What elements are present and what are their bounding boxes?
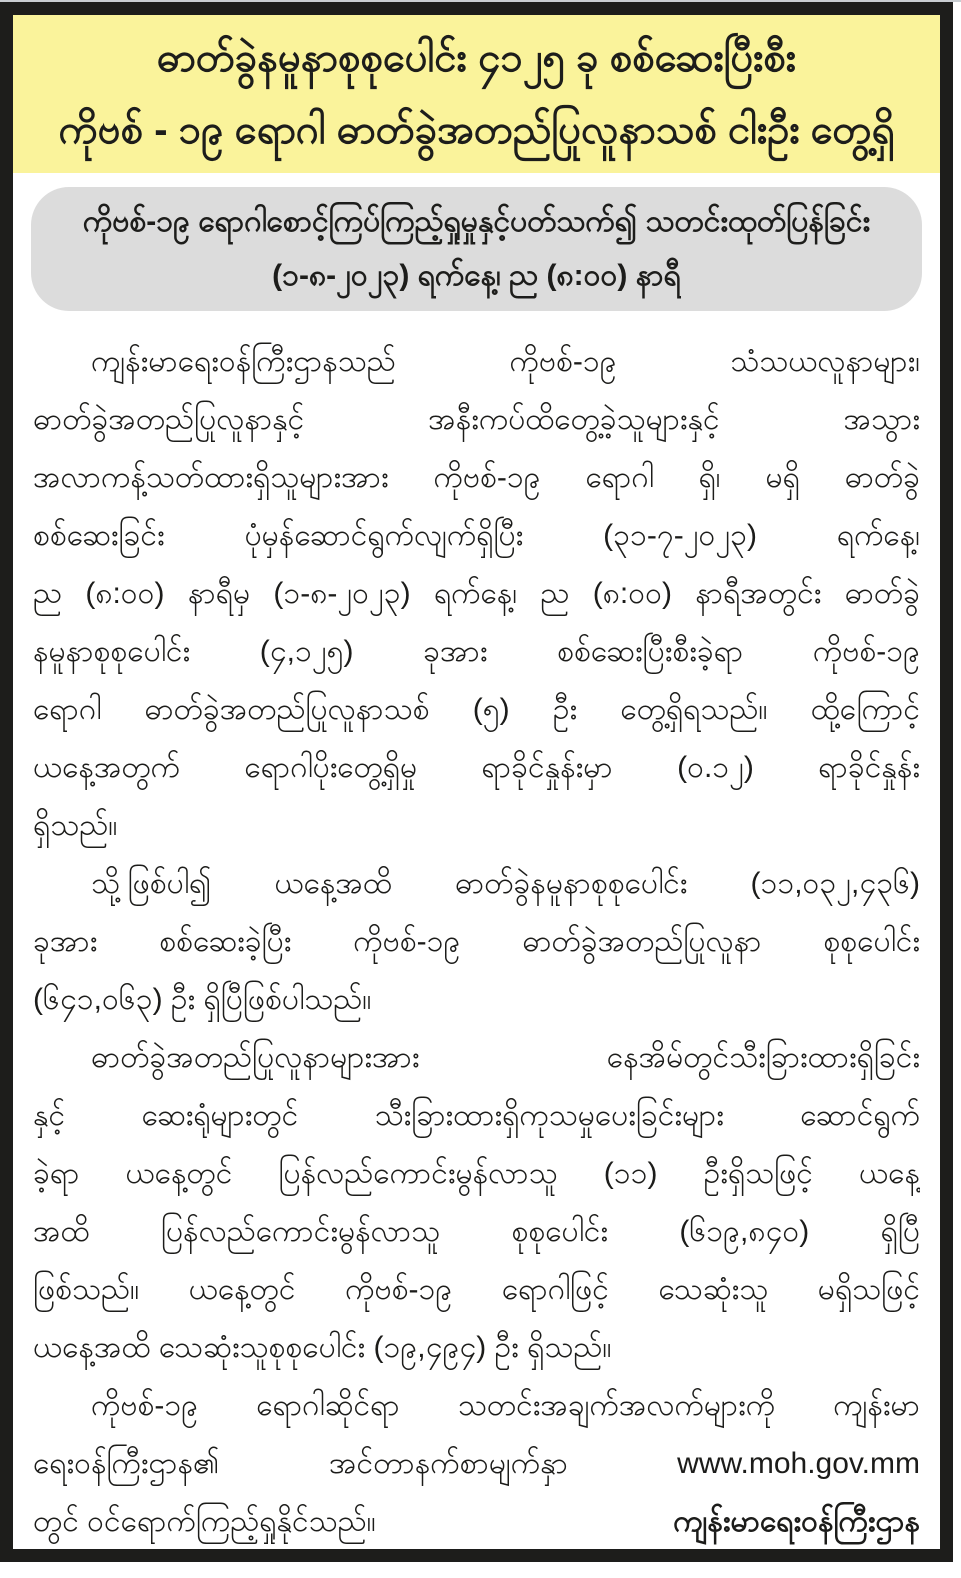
paragraph-1 (33, 333, 920, 855)
paragraph-4 (33, 1377, 920, 1551)
text-line: ကျန်းမာရေးဝန်ကြီးဌာနသည် ကိုဗစ်-၁၉ သံသယလူနာများ၊ (91, 345, 920, 378)
text-line: (၆၄၁,၀၆၃) ဦး ရှိပြီဖြစ်ပါသည်။ (33, 983, 372, 1016)
ministry-signature: ကျန်းမာရေးဝန်ကြီးဌာန (673, 1505, 920, 1538)
text-line: နမူနာစုစုပေါင်း (၄,၁၂၅) ခုအား စစ်ဆေးပြီးစီးခဲ့ရာ ကိုဗစ်-၁၉ (33, 635, 920, 668)
headline-line-1: ဓာတ်ခွဲနမူနာစုစုပေါင်း ၄၁၂၅ ခု စစ်ဆေးပြီးစီး (156, 36, 797, 80)
body-text (33, 333, 920, 1551)
text-line: ယနေ့အထိ သေဆုံးသူစုစုပေါင်း (၁၉,၄၉၄) ဦး ရှိသည်။ (33, 1331, 612, 1364)
text-line: ဓာတ်ခွဲအတည်ပြုလူနာများအား နေအိမ်တွင်သီးခြားထားရှိခြင်း (91, 1041, 920, 1074)
text-line: ကိုဗစ်-၁၉ ရောဂါဆိုင်ရာ သတင်းအချက်အလက်များကို ကျန်းမာ (91, 1389, 920, 1422)
website-line: ရေးဝန်ကြီးဌာန၏ အင်တာနက်စာမျက်နှာ www.moh.gov.mm (33, 1447, 920, 1480)
closing-row (33, 1493, 920, 1551)
notice-title-line: ကိုဗစ်-၁၉ ရောဂါစောင့်ကြပ်ကြည့်ရှုမှုနှင့်ပတ်သက်၍ သတင်းထုတ်ပြန်ခြင်း (82, 205, 871, 238)
text-line: အထိ ပြန်လည်ကောင်းမွန်လာသူ စုစုပေါင်း (၆၁၉,၈၄၀) ရှိပြီ (33, 1215, 920, 1248)
text-line: အလာကန့်သတ်ထားရှိသူများအား ကိုဗစ်-၁၉ ရောဂါ ရှိ၊ မရှိ ဓာတ်ခွဲ (33, 461, 920, 494)
text-line: ဓာတ်ခွဲအတည်ပြုလူနာနှင့် အနီးကပ်ထိတွေ့ခဲ့သူများနှင့် အသွား (33, 403, 920, 436)
text-line: နှင့် ဆေးရုံများတွင် သီးခြားထားရှိကုသမှုပေးခြင်းများ ဆောင်ရွက် (33, 1099, 920, 1132)
text-line: ရောဂါ ဓာတ်ခွဲအတည်ပြုလူနာသစ် (၅) ဦး တွေ့ရှိရသည်။ ထို့ကြောင့် (33, 693, 920, 726)
notice-date-line: (၁-၈-၂၀၂၃) ရက်နေ့၊ ည (၈:၀၀) နာရီ (272, 259, 681, 292)
text-line: ည (၈:၀၀) နာရီမှ (၁-၈-၂၀၂၃) ရက်နေ့၊ ည (၈:၀၀) နာရီအတွင်း ဓာတ်ခွဲ (33, 577, 920, 610)
text-line: စစ်ဆေးခြင်း ပုံမှန်ဆောင်ရွက်လျက်ရှိပြီး (၃၁-၇-၂၀၂၃) ရက်နေ့၊ (33, 519, 920, 552)
text-line: ဖြစ်သည်။ ယနေ့တွင် ကိုဗစ်-၁၉ ရောဂါဖြင့် သေဆုံးသူ မရှိသဖြင့် (33, 1273, 920, 1306)
text-line: သို့ဖြစ်ပါ၍ ယနေ့အထိ ဓာတ်ခွဲနမူနာစုစုပေါင်း (၁၁,၀၃၂,၄၃၆) (91, 867, 920, 900)
headline-line-2: ကိုဗစ် - ၁၉ ရောဂါ ဓာတ်ခွဲအတည်ပြုလူနာသစ် ငါးဦး တွေ့ရှိ (58, 108, 895, 152)
paragraph-2 (33, 855, 920, 1029)
closing-text: တွင် ဝင်ရောက်ကြည့်ရှုနိုင်သည်။ (33, 1505, 376, 1538)
paragraph-3 (33, 1029, 920, 1377)
notice-box (31, 187, 922, 311)
text-line: ခဲ့ရာ ယနေ့တွင် ပြန်လည်ကောင်းမွန်လာသူ (၁၁) ဦးရှိသဖြင့် ယနေ့ (33, 1157, 920, 1190)
announcement-clipping (0, 2, 953, 1562)
text-line: ယနေ့အတွက် ရောဂါပိုးတွေ့ရှိမှု ရာခိုင်နှုန်းမှာ (၀.၁၂) ရာခိုင်နှုန်း (33, 751, 920, 784)
text-line: ခုအား စစ်ဆေးခဲ့ပြီး ကိုဗစ်-၁၉ ဓာတ်ခွဲအတည်ပြုလူနာ စုစုပေါင်း (33, 925, 920, 958)
text-line: ရှိသည်။ (33, 809, 118, 842)
headline-banner (13, 15, 940, 173)
